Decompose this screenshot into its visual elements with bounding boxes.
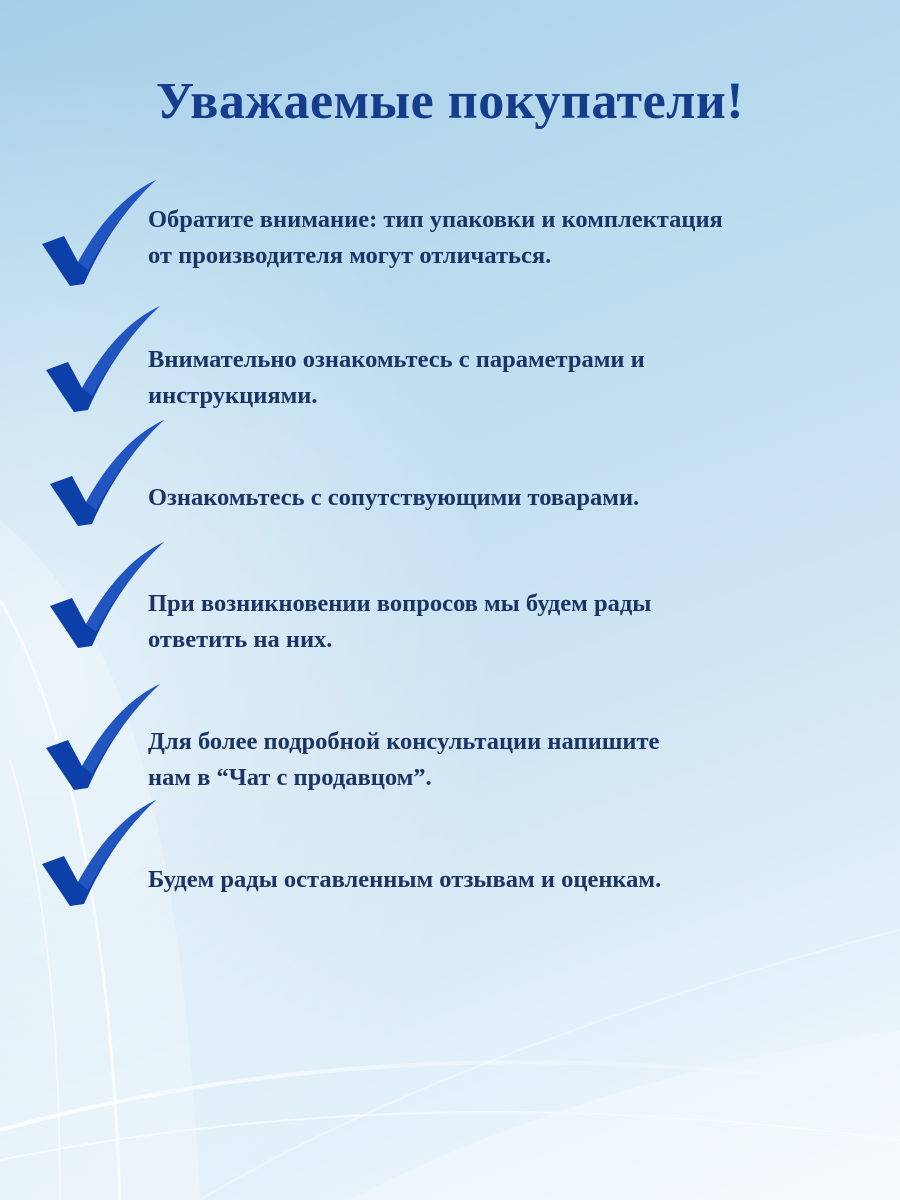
- checkmark-icon: [38, 178, 163, 288]
- item-text: Для более подробной консультации напишите нам в “Чат с продавцом”.: [148, 728, 660, 791]
- page-title: Уважаемые покупатели!: [155, 73, 745, 130]
- item-text: При возникновении вопросов мы будем рады ответить на них.: [148, 590, 652, 653]
- checkmark-icon: [38, 798, 163, 908]
- item-text: Будем рады оставленным отзывам и оценкам.: [148, 866, 662, 893]
- item-text: Внимательно ознакомьтесь с параметрами и инструкциями.: [148, 346, 645, 409]
- item-text: Обратите внимание: тип упаковки и комплектация от производителя могут отличаться.: [148, 206, 723, 269]
- item-text: Ознакомьтесь с сопутствующими товарами.: [148, 484, 640, 511]
